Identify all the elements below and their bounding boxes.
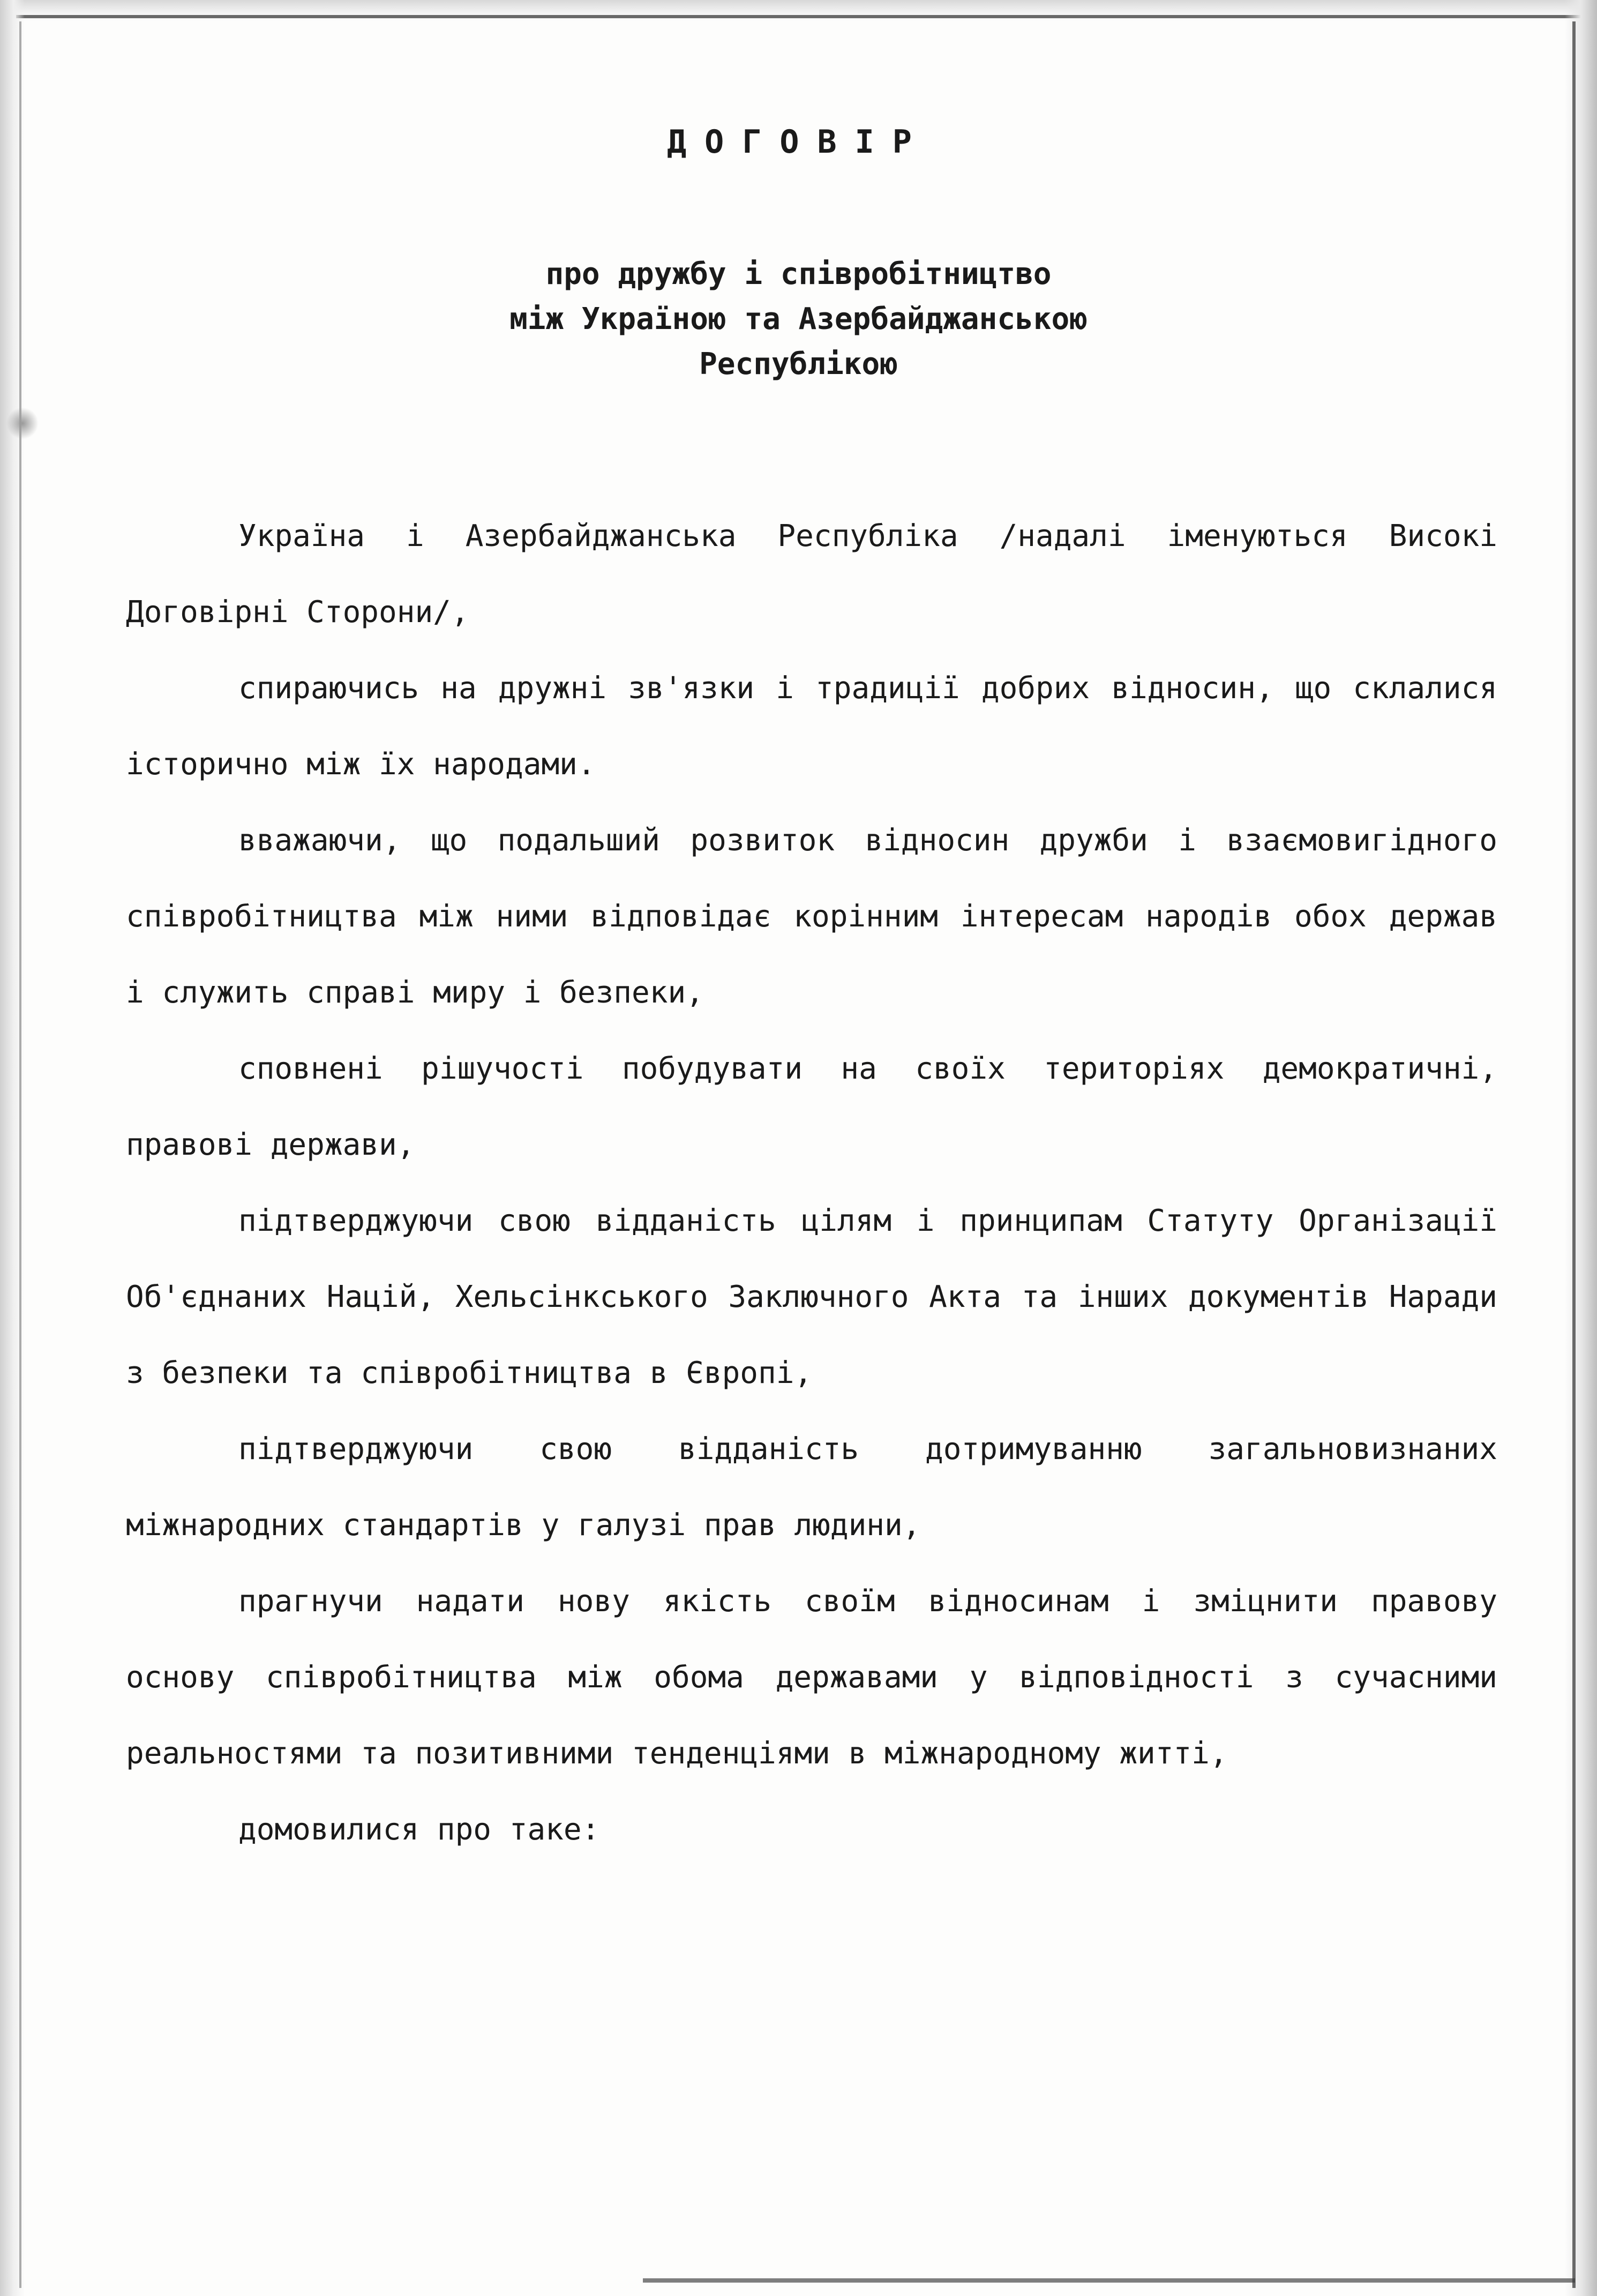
- paragraph-considering: вважаючи, що подальший розвиток відносин дружби і взаємовигідного співробітництва між ними відповідає корінним інтересам народів обох держав і служить справі миру і безпеки,: [126, 823, 1497, 1010]
- paragraph-human-rights: підтверджуючи свою відданість дотримуванню загальновизнаних міжнародних стандартів у галузі прав людини,: [126, 1432, 1497, 1543]
- subtitle-line: між Україною та Азербайджанською: [509, 302, 1088, 336]
- document-title: ДОГОВІР: [667, 123, 930, 161]
- subtitle-line: про дружбу і співробітництво: [545, 257, 1052, 291]
- scan-smudge: [6, 407, 39, 439]
- paragraph-parties: Україна і Азербайджанська Республіка /надалі іменуються Високі Договірні Сторони/,: [126, 519, 1497, 630]
- subtitle-line: Республікою: [699, 347, 898, 382]
- paragraph-determined: сповнені рішучості побудувати на своїх територіях демократичні, правові держави,: [126, 1051, 1497, 1162]
- scan-border-bottom: [643, 2278, 1575, 2283]
- paragraph-striving: прагнучи надати нову якість своїм відносинам і зміцнити правову основу співробітництва між обома державами у відповідності з сучасними реальностями та позитивними тенденціями в міжнародному житті,: [126, 1584, 1497, 1771]
- paragraph-un-charter: підтверджуючи свою відданість цілям і принципам Статуту Організації Об'єднаних Націй, Хельсінкського Заключного Акта та інших документів Наради з безпеки та співробітництва в Європі,: [126, 1203, 1497, 1390]
- paragraph-agreed: домовилися про таке:: [238, 1812, 600, 1847]
- scan-edge-top: [0, 0, 1597, 21]
- paragraph-relying: спираючись на дружні зв'язки і традиції добрих відносин, що склалися історично між їх народами.: [126, 671, 1497, 782]
- document-subtitle: [0, 252, 1597, 387]
- scan-border-top: [16, 15, 1586, 18]
- document-body: [126, 498, 1497, 1868]
